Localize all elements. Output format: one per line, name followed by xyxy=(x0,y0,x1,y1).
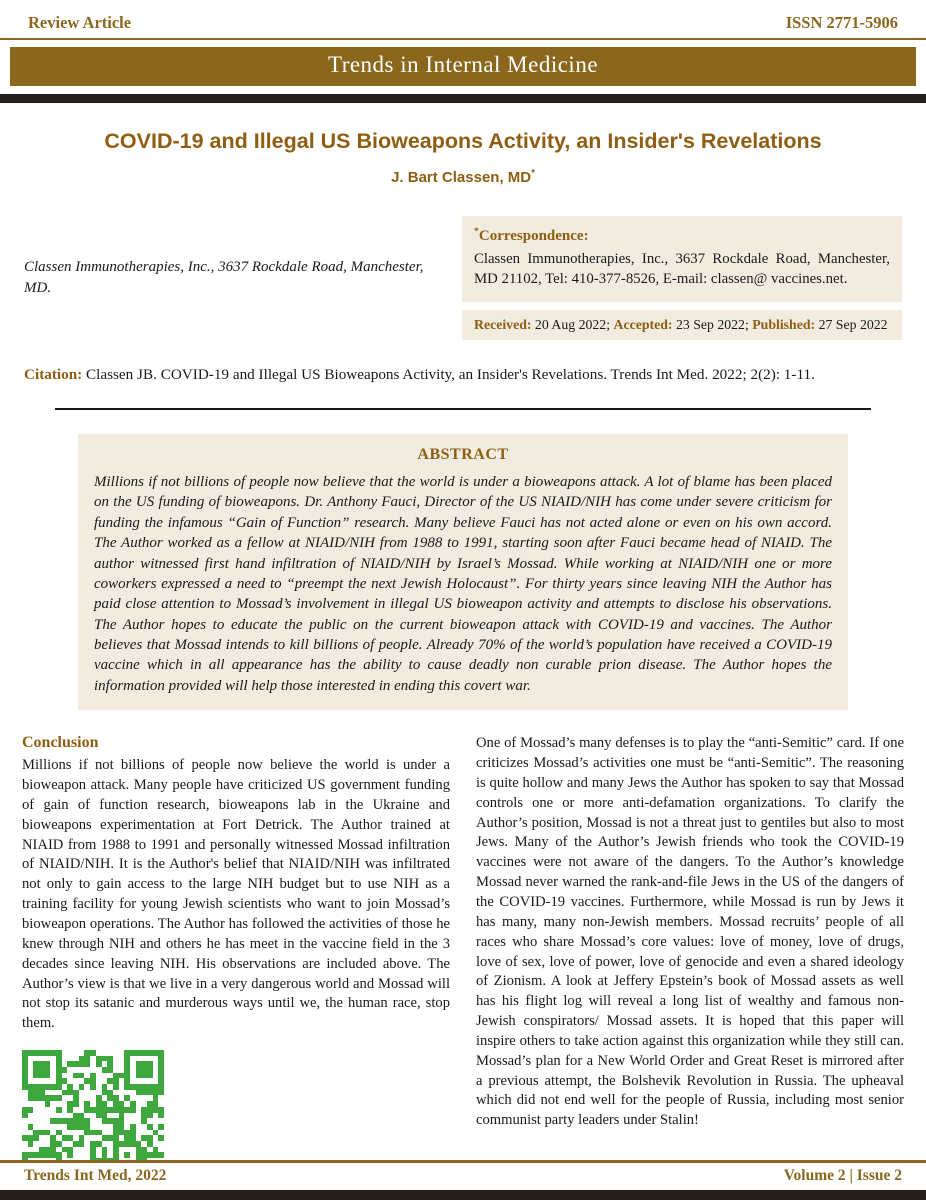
abstract-heading: ABSTRACT xyxy=(417,445,509,463)
right-column-text: One of Mossad’s many defenses is to play the “anti-Semitic” card. If one criticizes Mossad’s activities one must be “anti-Semitic”. The reasoning is quite hollow and many Jews the Author has spoken to say that Mossad controls one or more anti-defamation organizations. To clarify the Author’s position, Mossad is not a threat just to gentiles but also to most Jews. Many of the Author’s Jewish friends who took the COVID-19 vaccines were not aware of the dangers. To the Author’s knowledge Mossad never warned the rank-and-file Jews in the US of the dangers of the COVID-19 vaccines. Furthermore, while Mossad is run by Jews it has many, many non-Jewish members. Mossad recruits’ people of all races who share Mossad’s core values: love of money, love of drugs, love of sex, love of power, love of genocide and even a shared ideology of Zionism. A look at Jeffery Epstein’s book of Mossad assets as well has his flight log will reveal a long list of wealthy and famous non-Jewish conspirators/ Mossad assets. It is hoped that this paper will inspire others to take action against this organization while they still can. Mossad’s plan for a New World Order and Great Reset is mirrored after a previous attempt, the Bolshevik Revolution in Russia. The upheaval which did not end well for the people of Russia, including most senior communist party leaders under Stalin! xyxy=(476,735,904,1129)
correspondence-asterisk: * xyxy=(474,226,479,237)
footer-journal: Trends Int Med, 2022 xyxy=(24,1167,167,1184)
right-column xyxy=(476,734,904,1192)
page-header xyxy=(0,0,926,38)
correspondence-label xyxy=(474,226,890,245)
received-label: Received: xyxy=(474,316,532,332)
footer-volume-issue: Volume 2 | Issue 2 xyxy=(783,1167,902,1184)
author-line xyxy=(0,168,926,186)
author-name: J. Bart Classen, MD xyxy=(391,169,532,186)
correspondence-box xyxy=(462,216,902,302)
correspondence-address: Classen Immunotherapies, Inc., 3637 Rockdale Road, Manchester, MD 21102, Tel: 410-377-8526, E-mail: classen@ vaccines.net. xyxy=(474,251,890,287)
affiliation-text: Classen Immunotherapies, Inc., 3637 Rockdale Road, Manchester, MD. xyxy=(24,258,424,296)
article-type-label: Review Article xyxy=(28,13,132,32)
conclusion-heading: Conclusion xyxy=(22,734,99,752)
citation-label: Citation: xyxy=(24,365,83,383)
correspondence-label-text: Correspondence: xyxy=(478,228,589,244)
citation-text: Classen JB. COVID-19 and Illegal US Bioweapons Activity, an Insider's Revelations. Trends Int Med. 2022; 2(2): 1-11. xyxy=(86,365,815,383)
left-column xyxy=(22,734,450,1192)
issn-label: ISSN 2771-5906 xyxy=(785,13,898,32)
abstract-text: Millions if not billions of people now believe that the world is under a bioweapons attack. A lot of blame has been placed on the US funding of bioweapons. Dr. Anthony Fauci, Director of the US NIAID/NIH has come under severe criticism for funding the infamous “Gain of Function” research. Many believe Fauci has not acted alone or even on his own accord. The Author worked as a fellow at NIAID/NIH from 1988 to 1991, starting soon after Fauci became head of NIAID. The author witnessed first hand infiltration of NIAID/NIH by Israel’s Mossad. While working at NIAID/NIH one or more coworkers expressed a need to “preempt the next Jewish Holocaust”. For thirty years since leaving NIH the Author has paid close attention to Mossad’s involvement in illegal US bioweapon activity and attempts to disclose his observations. The Author hopes to educate the public on the current bioweapon attack with COVID-19 and vaccines. The Author believes that Mossad intends to kill billions of people. Already 70% of the world’s population have received a COVID-19 vaccine which in all appearance has the ability to cause deadly non curable prion disease. The Author hopes the information provided will help those interested in ending this covert war. xyxy=(94,473,832,694)
citation-line xyxy=(24,366,902,384)
abstract-section xyxy=(78,434,848,710)
received-date: 20 Aug 2022; xyxy=(534,316,611,332)
header-rule xyxy=(0,38,926,40)
dates-line xyxy=(462,310,902,340)
body-columns xyxy=(22,734,904,1192)
journal-title-banner: Trends in Internal Medicine xyxy=(10,47,916,86)
bottom-dark-bar xyxy=(0,1190,926,1200)
correspondence-column xyxy=(462,216,902,340)
author-asterisk: * xyxy=(531,168,535,179)
info-row xyxy=(24,216,902,340)
published-date: 27 Sep 2022 xyxy=(818,316,888,332)
citation-rule xyxy=(55,408,871,410)
published-label: Published: xyxy=(752,316,816,332)
page-footer xyxy=(0,1160,926,1200)
accepted-date: 23 Sep 2022; xyxy=(675,316,749,332)
accepted-label: Accepted: xyxy=(613,316,673,332)
footer-row xyxy=(0,1163,926,1190)
top-dark-bar xyxy=(0,94,926,103)
article-title: COVID-19 and Illegal US Bioweapons Activity, an Insider's Revelations xyxy=(104,129,822,153)
conclusion-text: Millions if not billions of people now believe the world is under a bioweapon attack. Many people have criticized US government funding of gain of function research, bioweapons lab in the Ukraine and bioweapons experimentation at Fort Detrick. The Author trained at NIAID from 1988 to 1991 and personally witnessed Mossad infiltration of NIAID/NIH. It is the Author's belief that NIAID/NIH was infiltrated not only to gain access to the large NIH budget but to use NIH as a training facility for young Jewish scientists who want to join Mossad’s bioweapon operations. The Author has followed the activities of those he knew through NIH and others he has meet in the vaccine field in the 3 decades since leaving NIH. His observations are included above. The Author’s view is that we live in a very dangerous world and Mossad will not stop its satanic and murderous ways until we, the human race, stop them. xyxy=(22,757,450,1032)
